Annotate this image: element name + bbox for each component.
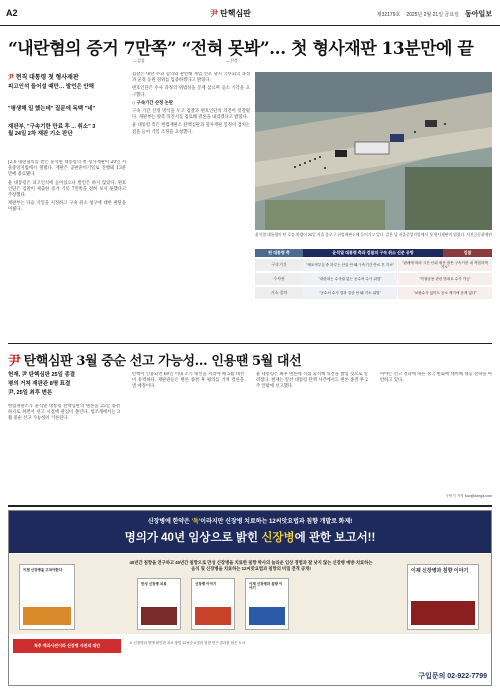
second-subhead-1: 헌재, 尹 탄핵심판 25일 종결 (8, 372, 76, 378)
page-header (0, 0, 500, 26)
byline: 구민기 기자 koo@donga.com (445, 494, 492, 498)
second-subhead-2: 평의 거쳐 재판관 8명 표결 (8, 381, 71, 387)
kicker-mark: 尹 (8, 75, 15, 81)
section-divider (8, 343, 492, 344)
ad-tagline-pre: 신장병에 한약은 (147, 519, 192, 525)
lead-body-col-2 (132, 72, 250, 340)
book-title: 이젠 신장병을 고쳐야한다 (23, 568, 63, 572)
book-title: 이제 신장병과 침향 이야기 (249, 582, 283, 591)
paragraph: 검찰은 내란 수괴 혐의와 관련해 계엄 선포 당시 국무회의 과정과 군경 동원 경위를 입증하겠다고 밝혔다. (132, 72, 250, 84)
book-title: 이제 신장병과 침향 이야기 (411, 568, 469, 574)
ad-headline (9, 529, 491, 545)
lead-subhead-2: "평생해 일 했는데" 질문에 독백 "네" (8, 106, 96, 112)
paragraph: 헌법재판소가 윤석열 대통령 탄핵심판의 변론을 25일 종결하기로 하면서 선고 시점에 관심이 쏠린다. 법조계에서는 3월 중순 선고 가능성이 거론된다. (8, 404, 120, 422)
ad-book-cover-large (407, 564, 479, 630)
second-body-col-2 (132, 372, 244, 500)
table-cell: "보완수사 없어도 공소 제기에 문제 없다" (398, 287, 492, 299)
subhead: ◇ 구속기간 산정 논란 (132, 100, 173, 106)
paragraph: 변호인단은 수사 과정의 위법성을 문제 삼으며 공소 기각을 요구했다. (132, 86, 250, 98)
ad-book-cover (19, 564, 75, 630)
ad-headline-highlight: 신장병 (261, 532, 295, 544)
ad-tagline (9, 511, 491, 525)
ad-tagline-highlight: '독' (191, 519, 201, 525)
lead-subhead-3: 재판부, "구속기한 만료 후 ... 취소" 3월 24일 2차 재판 기소 판단 (8, 124, 96, 137)
paragraph: 여야는 선고 결과에 따른 정국 변화에 대비해 대응 전략을 마련하고 있다. (380, 372, 492, 384)
ad-description: 40년간 침향을 연구하고 40년간 침향으로 만성 신장병을 치료한 침향 박사의 놀라운 임상 경험과 잘 낫지 않는 신장병 예방·치료하는 음식 및 신장병을 치료하는 12씨앗요법과 침향의 비밀 전격 공개! (129, 560, 373, 571)
issue-date: 2025년 2월 21일 금요일 (406, 11, 459, 18)
headline-text: 탄핵심판 3월 중순 선고 가능성… 인용땐 5월 대선 (23, 354, 302, 369)
table-header-right: 검찰 (443, 249, 492, 257)
table-cell: "판례에 따라 시간 단위 계산 잘못 구속기한 내 적법하게 기소" (398, 259, 492, 271)
table-cell: "내란죄는 수사권 없는 공수처 수사 위법" (303, 273, 397, 285)
paragraph: 구속 기간 산정 방식을 두고 검찰과 변호인단의 의견이 엇갈렸다. 재판부는 양측 의견서를 검토해 결론을 내리겠다고 밝혔다. (132, 109, 250, 121)
book-title: 신장병 이야기 (195, 582, 217, 586)
lead-photo (255, 72, 492, 230)
table-row-label: 기소 절차 (255, 287, 303, 299)
ad-badge: 척추 백과사전이라 신장병 사전의 대안 (13, 639, 121, 653)
table-row-label: 수사권 (255, 273, 303, 285)
paragraph: 윤 대통령은 피고인석에 들어섰으나 발언은 하지 않았다. 변호인단은 검찰이 제출한 증거 기록 7만쪽을 전혀 보지 못했다고 주장했다. (8, 180, 126, 199)
table-cell: "공수처 수사 결과 검증 안 돼 기소 위법" (303, 287, 397, 299)
table-header-left: 탄 대통령 측 (255, 249, 303, 257)
ad-divider (8, 505, 492, 507)
table-cell: "체포적부심 중 하루는 산입 안 돼 구속기간 만료 후 기소" (303, 259, 397, 271)
headline-mark: 尹 (8, 354, 21, 369)
ad-fine-print: ※ 신장병의 발병 원인과 치료 방법 12씨앗요법과 침향 연구 결과를 담은 도서 (129, 641, 246, 645)
section-label (210, 8, 251, 19)
paragraph: [2.0 내란혐의를 받는 윤석열 대통령의 첫 형사재판이 20일 서울중앙지법에서 열렸다. 재판은 공판준비기일로 진행돼 13분 만에 종료됐다. (8, 160, 126, 178)
paragraph: 윤 대통령은 최후 변론에 직접 출석해 의견을 밝힐 것으로 알려졌다. 헌재는 앞선 대통령 탄핵 사건에서도 변론 종결 후 2주 안팎에 선고했다. (256, 372, 368, 390)
quote-attribution-left: —검찰 (133, 58, 145, 63)
ad-book-cover (245, 578, 289, 630)
masthead-logo: 동아일보 (464, 9, 492, 18)
second-body-col-4 (380, 372, 492, 492)
ad-headline-pre: 명의가 40년 임상으로 밝힌 (124, 532, 262, 544)
ad-headline-post: 에 관한 보고서!! (294, 532, 376, 544)
second-body-col-1 (8, 404, 120, 500)
book-title: 만성 신장병 치료 (141, 582, 167, 586)
ad-bottom (9, 635, 491, 685)
quote-attribution-right: —尹측 (226, 58, 238, 63)
table-title: 윤석열 대통령 측과 검찰의 구속 취소 신문 공방 (303, 249, 443, 257)
lead-body-col-1 (8, 160, 126, 340)
kicker-text: 현직 대통령 첫 형사재판 (15, 75, 79, 81)
ad-book-cover (137, 578, 181, 630)
photo-caption: 윤석열 대통령이 탄 호송 차량이 20일 서울 종로구 헌법재판소에 들어가고 있다. 같은 날 서울중앙지법에서 첫 형사재판이 열렸다. 사진공동취재단 (255, 233, 492, 237)
issue-number: 제32179호 (376, 11, 401, 18)
paragraph: 재판부는 다음 기일을 지정하고 구속 취소 청구에 대한 판단을 미뤘다. (8, 201, 126, 213)
paragraph: 윤 대통령 측은 헌법재판소 탄핵심판과 형사재판 일정이 겹치는 점을 들어 기일 조정을 요청했다. (132, 123, 250, 135)
lead-subhead-1: 피고인석 들어설 때만… 발언은 안해 (8, 84, 94, 90)
section-title: 탄핵심판 (220, 9, 251, 18)
paragraph: 탄핵이 인용되면 60일 이내 조기 대선을 치러야 해 5월 대선이 유력하다. 재판관들은 변론 종결 후 평의를 거쳐 결론을 낼 예정이다. (132, 372, 244, 390)
ad-phone[interactable]: 구입문의 02-922-7799 (418, 673, 487, 680)
second-headline (8, 350, 301, 369)
lead-kicker (8, 72, 79, 81)
ad-middle (9, 554, 491, 634)
issue-meta (377, 9, 492, 19)
lead-headline: “내란혐의 증거 7만쪽” “전혀 못봐”… 첫 형사재판 13분만에 끝 (8, 39, 474, 59)
page-number: A2 (6, 8, 18, 18)
aerial-photo-graphic (255, 72, 492, 230)
table-cell: "직권남용 관련 범죄로 수사 가능" (398, 273, 492, 285)
second-subhead-3: 尹, 25일 최후 변론 (8, 390, 53, 396)
advertisement[interactable] (8, 510, 492, 686)
table-row-label: 구속기간 (255, 259, 303, 271)
ad-tagline-post: 이라지만 신장병 치료하는 12씨앗요법과 침향 개발로 화제! (200, 519, 353, 525)
ad-banner (9, 511, 491, 553)
ad-book-cover (191, 578, 235, 630)
section-mark-icon: 尹 (210, 9, 218, 18)
second-body-col-3 (256, 372, 368, 500)
